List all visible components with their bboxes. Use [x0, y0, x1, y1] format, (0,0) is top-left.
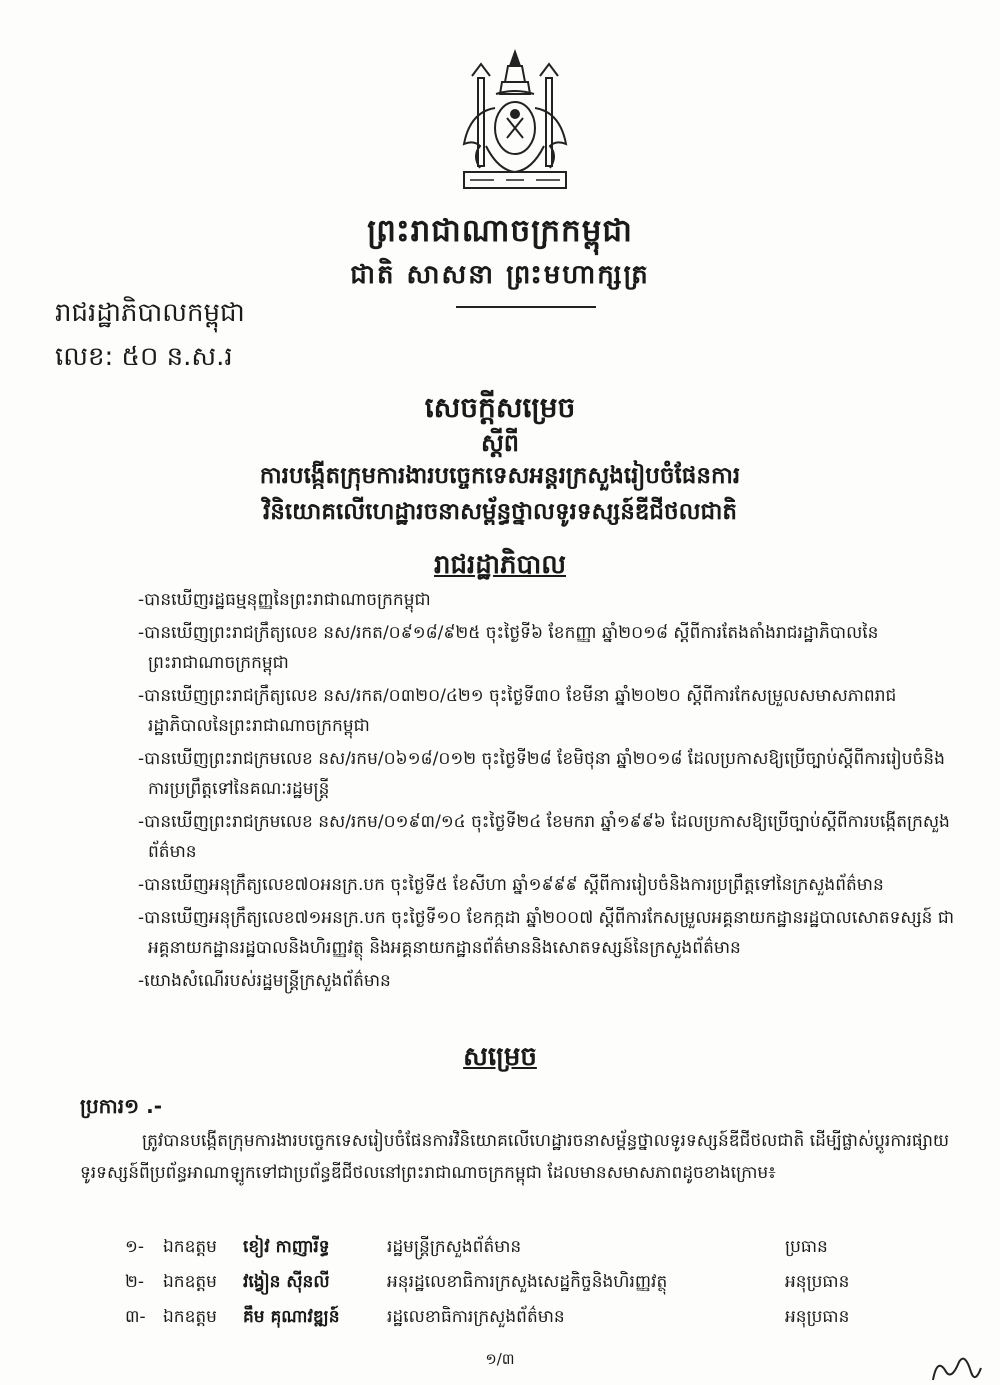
- member-list: [125, 1230, 915, 1335]
- reference-list: [138, 585, 958, 999]
- member-position: រដ្ឋមន្ត្រីក្រសួងព័ត៌មាន: [387, 1237, 522, 1257]
- member-position: រដ្ឋលេខាធិការក្រសួងព័ត៌មាន: [387, 1307, 565, 1327]
- member-number: ២-: [125, 1272, 145, 1292]
- article-label: ប្រការ១ .-: [80, 1094, 163, 1118]
- reference-item: -បានឃើញព្រះរាជក្រមលេខ នស/រកម/០៦១៨/០១២ ចុះថ្ងៃទី២៨ ខែមិថុនា ឆ្នាំ២០១៨ ដែលប្រកាសឱ្យប្រើច្បាប់ស្តីពីការរៀបចំនិងការប្រព្រឹត្តទៅនៃគណៈរដ្ឋមន្ត្រី: [138, 749, 945, 799]
- government-name: រាជរដ្ឋាភិបាលកម្ពុជា: [55, 298, 245, 328]
- kingdom-name: ព្រះរាជាណាចក្រកម្ពុជា: [367, 213, 633, 249]
- title-about: ស្តីពី: [480, 429, 520, 457]
- member-name: វង្វៀន ស៊ីនលី: [243, 1272, 330, 1292]
- reference-item: -យោងសំណើរបស់រដ្ឋមន្ត្រីក្រសួងព័ត៌មាន: [138, 971, 391, 991]
- member-name: ខៀវ កាញារីទ្ធ: [243, 1237, 330, 1257]
- title-subject-line2: វិនិយោគលើហេដ្ឋារចនាសម្ព័ន្ធថ្នាលទូរទស្សន៍ឌីជីថលជាតិ: [262, 499, 738, 525]
- reference-item: -បានឃើញព្រះរាជក្រមលេខ នស/រកម/០១៩៣/១៤ ចុះថ្ងៃទី២៤ ខែមករា ឆ្នាំ១៩៩៦ ដែលប្រកាសឱ្យប្រើច្បាប់ស្តីពីការបង្កើតក្រសួងព័ត៌មាន: [138, 812, 950, 862]
- handwritten-initials-mark: [925, 1350, 985, 1385]
- member-role: អនុប្រធាន: [785, 1307, 850, 1327]
- national-motto: ជាតិ សាសនា ព្រះមហាក្សត្រ: [350, 260, 650, 290]
- member-role: អនុប្រធាន: [785, 1272, 850, 1292]
- motto-divider: [456, 306, 596, 308]
- member-row: [125, 1230, 915, 1265]
- preamble-heading: រាជរដ្ឋាភិបាល: [433, 550, 567, 580]
- reference-item: -បានឃើញរដ្ឋធម្មនុញ្ញនៃព្រះរាជាណាចក្រកម្ពុជា: [138, 590, 431, 610]
- page-number: ១/៣: [485, 1350, 515, 1368]
- reference-item: -បានឃើញព្រះរាជក្រឹត្យលេខ នស/រកត/០៩១៨/៩២៥ ចុះថ្ងៃទី៦ ខែកញ្ញា ឆ្នាំ២០១៨ ស្តីពីការតែងតាំងរាជរដ្ឋាភិបាលនៃព្រះរាជាណាចក្រកម្ពុជា: [138, 623, 879, 673]
- member-number: ១-: [125, 1237, 145, 1257]
- reference-item: -បានឃើញព្រះរាជក្រឹត្យលេខ នស/រកត/០៣២០/៤២១ ចុះថ្ងៃទី៣០ ខែមីនា ឆ្នាំ២០២០ ស្តីពីការកែសម្រួលសមាសភាពរាជរដ្ឋាភិបាលនៃព្រះរាជាណាចក្រកម្ពុជា: [138, 686, 897, 736]
- title-subject-line1: ការបង្កើតក្រុមការងារបច្ចេកទេសអន្តរក្រសួងរៀបចំផែនការ: [259, 463, 741, 489]
- member-honorific: ឯកឧត្តម: [163, 1307, 217, 1327]
- article-body: ត្រូវបានបង្កើតក្រុមការងារបច្ចេកទេសរៀបចំផែនការវិនិយោគលើហេដ្ឋារចនាសម្ព័ន្ធថ្នាលទូរទស្សន៍ឌីជីថលជាតិ ដើម្បីផ្លាស់ប្តូរការផ្សាយទូរទស្សន៍ពីប្រព័ន្ធអាណាឡូកទៅជាប្រព័ន្ធឌីជីថលនៅព្រះរាជាណាចក្រកម្ពុជា ដែលមានសមាសភាពដូចខាងក្រោម៖: [80, 1131, 950, 1183]
- member-row: [125, 1300, 915, 1335]
- reference-item: -បានឃើញអនុក្រឹត្យលេខ៧០អនក្រ.បក ចុះថ្ងៃទី៥ ខែសីហា ឆ្នាំ១៩៩៩ ស្តីពីការរៀបចំនិងការប្រព្រឹត្តទៅនៃក្រសួងព័ត៌មាន: [138, 875, 884, 895]
- member-number: ៣-: [125, 1307, 146, 1327]
- reference-item: -បានឃើញអនុក្រឹត្យលេខ៧១អនក្រ.បក ចុះថ្ងៃទី១០ ខែកក្កដា ឆ្នាំ២០០៧ ស្តីពីការកែសម្រួលអគ្គនាយកដ្ឋានរដ្ឋបាលសោតទស្សន៍ ជាអគ្គនាយកដ្ឋានរដ្ឋបាលនិងហិរញ្ញវត្ថុ និងអគ្គនាយកដ្ឋានព័ត៌មាននិងសោតទស្សន៍នៃក្រសួងព័ត៌មាន: [138, 908, 955, 958]
- member-row: [125, 1265, 915, 1300]
- document-title: សេចក្តីសម្រេច: [424, 391, 576, 424]
- member-position: អនុរដ្ឋលេខាធិការក្រសួងសេដ្ឋកិច្ចនិងហិរញ្ញវត្ថុ: [387, 1272, 668, 1292]
- member-honorific: ឯកឧត្តម: [163, 1237, 217, 1257]
- document-number: លេខ: ៥០ ​ន.ស.រ: [55, 342, 233, 372]
- royal-coat-of-arms-emblem: [450, 48, 580, 198]
- member-honorific: ឯកឧត្តម: [163, 1272, 217, 1292]
- member-name: គឹម គុណាវឌ្ឍន៍: [243, 1307, 340, 1327]
- member-role: ប្រធាន: [785, 1237, 828, 1257]
- decision-heading: សម្រេច: [463, 1042, 537, 1072]
